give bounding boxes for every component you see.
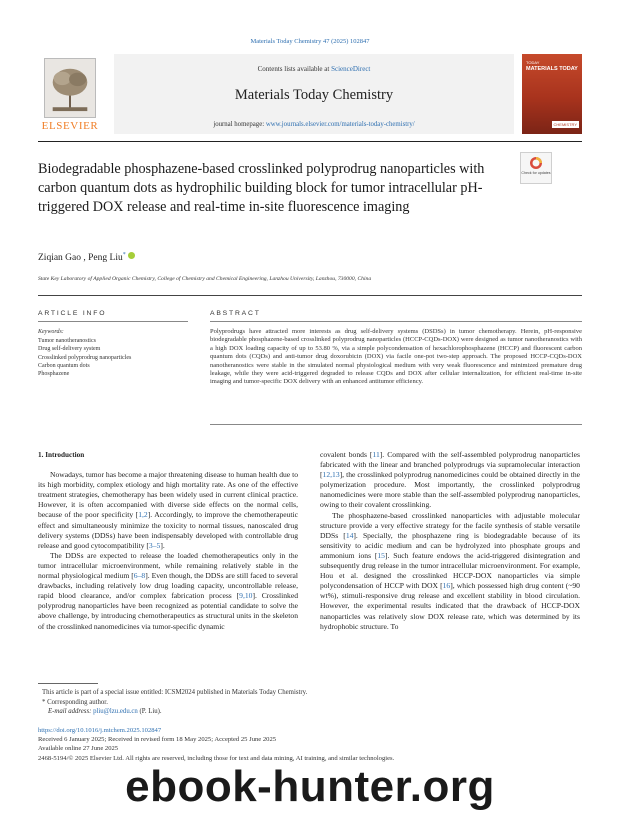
email-link[interactable]: pliu@lzu.edu.cn <box>93 708 138 715</box>
homepage-line: journal homepage: www.journals.elsevier.com/materials-today-chemistry/ <box>213 121 415 128</box>
citation-link[interactable]: 6–8 <box>133 571 146 581</box>
author-list: Ziqian Gao , Peng Liu* <box>38 252 135 263</box>
body-paragraph: Nowadays, tumor has become a major threatening disease to human health due to its high morbidity, complex etiology and high mortality rate. As one of the effective treatment strategies, chemotherapy has been widely used in current clinical practice. However, it is often accompanied with diverse side effects on the normal cells, because of the poor specificity [1,2]. Accordingly, to improve the chemotherapeutic effect and simultaneously minimize the toxicity to normal tissues, nanoscaled drug delivery systems (DDSs) have been indispensably developed with controllable drug release and good cytocompatibility [3–5]. <box>38 470 298 550</box>
journal-header <box>38 54 582 136</box>
body-column-right <box>320 450 580 632</box>
section-heading-introduction: 1. Introduction <box>38 451 85 459</box>
keyword-item: Crosslinked polyprodrug nanoparticles <box>38 354 132 361</box>
body-column-left <box>38 450 298 632</box>
publication-info <box>38 726 582 763</box>
journal-info-box <box>114 54 514 134</box>
email-note: E-mail address: pliu@lzu.edu.cn (P. Liu). <box>48 708 162 715</box>
citation-link[interactable]: 3–5 <box>148 540 161 550</box>
citation-link[interactable]: 9,10 <box>239 591 253 601</box>
check-updates-icon <box>529 156 543 170</box>
elsevier-logo[interactable] <box>38 54 102 134</box>
body-paragraph: covalent bonds [11]. Compared with the self-assembled polyprodrug nanoparticles fabricated with the linear and branched polyprodrugs via supramolecular interaction [12,13], the crosslinked polyprodrug nanomedicines could be obtained directly in the polymerization procedure. Most importantly, the crosslinked polyprodrug nanomedicines were more stable than the self-assembled polyprodrug nanoparticles, owing to their covalent crosslinking. <box>320 450 580 510</box>
keywords-label: Keywords: <box>38 329 64 335</box>
doi-link[interactable]: https://doi.org/10.1016/j.mtchem.2025.102847 <box>38 727 162 734</box>
footnotes <box>38 688 582 717</box>
orcid-icon[interactable] <box>128 252 135 259</box>
article-info-rule <box>38 321 188 322</box>
corresponding-author-mark[interactable]: * <box>122 252 126 258</box>
citation-link[interactable]: 14 <box>345 530 354 540</box>
citation-link[interactable]: 11 <box>372 450 380 459</box>
watermark-text: ebook-hunter.org <box>125 762 495 811</box>
abstract-rule <box>210 321 582 322</box>
abstract-heading: ABSTRACT <box>210 310 261 317</box>
elsevier-wordmark: ELSEVIER <box>41 120 99 132</box>
journal-cover-image[interactable]: TODAY MATERIALS TODAY CHEMISTRY <box>522 54 582 134</box>
author-name[interactable]: Peng Liu <box>88 253 123 264</box>
keywords-list <box>38 337 188 378</box>
keyword-item: Drug self-delivery system <box>38 346 101 353</box>
footnote-divider <box>38 683 98 684</box>
article-title: Biodegradable phosphazene-based crosslinked polyprodrug nanoparticles with carbon quantum dots as hydrophilic building block for tumor intracellular pH-triggered DOX release and real-time in-site fluorescence imaging <box>38 161 485 215</box>
abstract-text: Polyprodrugs have attracted more interests as drug self-delivery systems (DSDSs) in tumor chemotherapy. Herein, pH-responsive biodegradable phosphazene-based crosslinked polyprodrug nanoparticles (HCCP-CQDs-DOX) were designed as tumor nanotheranostics with a high DOX loading capacity of up to 53.80 %, via a simple polycondensation of hexachlorophosphazene (HCCP) and fluorescent carbon quantum dots (CQDs) and anti-tumor drug doxorubicin (DOX) via facile one-pot two-step approach. The proposed HCCP-CQDs-DOX nanotheranostics were stable in the simulated normal physiological medium with very weak fluorescence and minimized premature drug leakage, while they were acid-triggered degraded to release CQDs and DOX after cellular internalization, for efficient real-time in-site imaging and tumor-specific DOX delivery with an enhanced antitumor efficiency. <box>210 328 582 386</box>
citation-link[interactable]: 1,2 <box>138 510 148 520</box>
abstract-bottom-rule <box>210 424 582 425</box>
citation-link[interactable]: 15 <box>377 550 385 560</box>
keyword-item: Tumor nanotheranostics <box>38 338 96 344</box>
available-online-date: Available online 27 June 2025 <box>38 745 119 753</box>
section-divider <box>38 295 582 296</box>
copyright-line: 2468-5194/© 2025 Elsevier Ltd. All rights are reserved, including those for text and data mining, AI training, and similar technologies. <box>38 754 395 762</box>
header-divider <box>38 141 582 142</box>
corresponding-author-note: * Corresponding author. <box>42 698 108 706</box>
check-for-updates-button[interactable]: Check for updates <box>520 152 552 184</box>
keyword-item: Phosphazene <box>38 371 70 378</box>
author-name[interactable]: Ziqian Gao <box>38 253 82 264</box>
journal-reference[interactable]: Materials Today Chemistry 47 (2025) 102847 <box>250 38 370 45</box>
citation-link[interactable]: 16 <box>442 581 451 591</box>
received-dates: Received 6 January 2025; Received in revised form 18 May 2025; Accepted 25 June 2025 <box>38 736 277 744</box>
journal-homepage-link[interactable]: www.journals.elsevier.com/materials-today-chemistry/ <box>265 121 415 128</box>
sciencedirect-link[interactable]: ScienceDirect <box>331 65 371 73</box>
keyword-item: Carbon quantum dots <box>38 362 90 369</box>
affiliation: State Key Laboratory of Applied Organic Chemistry, College of Chemistry and Chemical Engineering, Lanzhou University, Lanzhou, 730000, China <box>38 276 372 282</box>
body-paragraph: The DDSs are expected to release the loaded chemotherapeutics only in the tumor intracellular microenvironment, while remaining relatively stable in the normal physiological medium [6–8]. Even though, the DDSs are still faced to several drawbacks, including relatively low drug loading capacity, uncontrollable release, rapid blood clearance, and/or complex fabrication process [9,10]. Crosslinked polyprodrug nanoparticles have been recognized as potential candidate to solve the above challenge, by introducing chemotherapeutics as structural units in the skeleton of the crosslinked nanomedicines via tumor-specific dynamic <box>38 550 298 631</box>
elsevier-tree-icon <box>44 58 96 118</box>
contents-line: Contents lists available at ScienceDirect <box>257 65 371 73</box>
article-info-heading: ARTICLE INFO <box>38 310 107 317</box>
journal-title: Materials Today Chemistry <box>234 87 394 103</box>
body-paragraph: The phosphazene-based crosslinked nanoparticles with adjustable molecular structure provide a very effective strategy for the facile synthesis of stable versatile DDSs [14]. Specially, the phosphazene ring is biodegradable because of its sensitivity to acidic medium and can be hydrolyzed into phosphate groups and ammonium ions [15]. Such feature endows the acid-triggered disintegration and subsequently drug release in the tumor intracellular microenvironment. For example, Hou et al. designed the crosslinked HCCP-DOX nanoparticles via simple polycondensation of HCCP with DOX [16], which possessed high drug content (~90 wt%), stimuli-responsive drug release and excellent stability in blood circulation. However, the experimental results indicated that the drawback of HCCP-DOX nanoparticles was relatively slow DOX release rate, which was determined by its hydrophobic structure. To <box>320 510 581 631</box>
special-issue-note: This article is part of a special issue entitled: ICSM2024 published in Materials Today Chemistry. <box>42 689 308 696</box>
citation-link[interactable]: 12,13 <box>322 470 340 480</box>
